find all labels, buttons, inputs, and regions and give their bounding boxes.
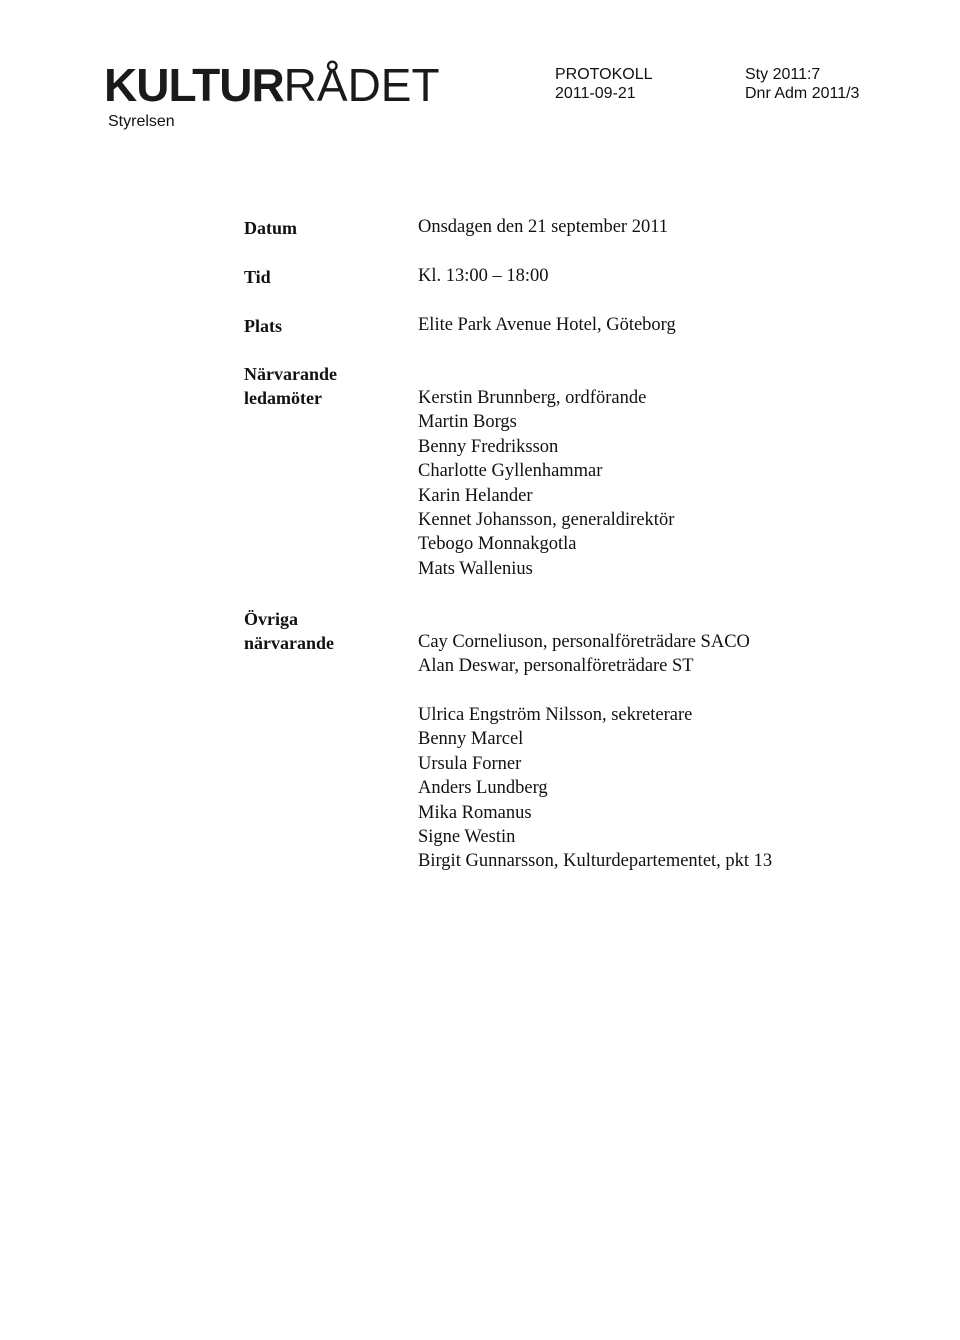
others-label [244,607,334,655]
document-type: PROTOKOLL [555,66,653,83]
representatives-list [418,630,750,679]
list-item: Kennet Johansson, generaldirektör [418,510,675,531]
list-item: Kerstin Brunnberg, ordförande [418,388,647,408]
list-item: Mats Wallenius [418,558,533,579]
list-item: Charlotte Gyllenhammar [418,461,603,482]
members-label [244,362,337,410]
list-item: Birgit Gunnarsson, Kulturdepartementet, pkt 13 [418,851,773,872]
list-item: Benny Marcel [418,729,524,750]
document-type-block [555,65,653,103]
logo-bold-text: KULTUR [104,59,284,111]
list-item: Ursula Forner [418,753,522,774]
time-value: Kl. 13:00 – 18:00 [418,266,549,286]
list-item: Mika Romanus [418,802,532,823]
list-item: Karin Helander [418,485,533,506]
document-number: Sty 2011:7 [745,66,821,83]
list-item: Signe Westin [418,827,516,848]
list-item: Cay Corneliuson, personalföreträdare SACO [418,632,750,652]
document-reference: Dnr Adm 2011/3 [745,85,860,102]
members-label-line1: Närvarande [244,364,337,384]
time-label: Tid [244,267,271,287]
members-list [418,386,674,581]
date-label: Datum [244,218,297,238]
list-item: Benny Fredriksson [418,436,559,457]
list-item: Tebogo Monnakgotla [418,534,577,555]
staff-list [418,703,772,874]
place-value: Elite Park Avenue Hotel, Göteborg [418,315,676,335]
list-item: Martin Borgs [418,412,517,433]
organization-unit: Styrelsen [108,113,175,130]
list-item: Ulrica Engström Nilsson, sekreterare [418,705,693,725]
kulturradet-logo [104,60,440,110]
others-label-line2: närvarande [244,633,334,653]
document-date: 2011-09-21 [555,85,636,102]
list-item: Alan Deswar, personalföreträdare ST [418,656,694,677]
date-value: Onsdagen den 21 september 2011 [418,217,669,237]
logo-light-text: RÅDET [283,59,440,111]
members-label-line2: ledamöter [244,388,322,408]
list-item: Anders Lundberg [418,778,548,799]
others-label-line1: Övriga [244,609,298,629]
document-reference-block [745,65,859,103]
place-label: Plats [244,316,282,336]
